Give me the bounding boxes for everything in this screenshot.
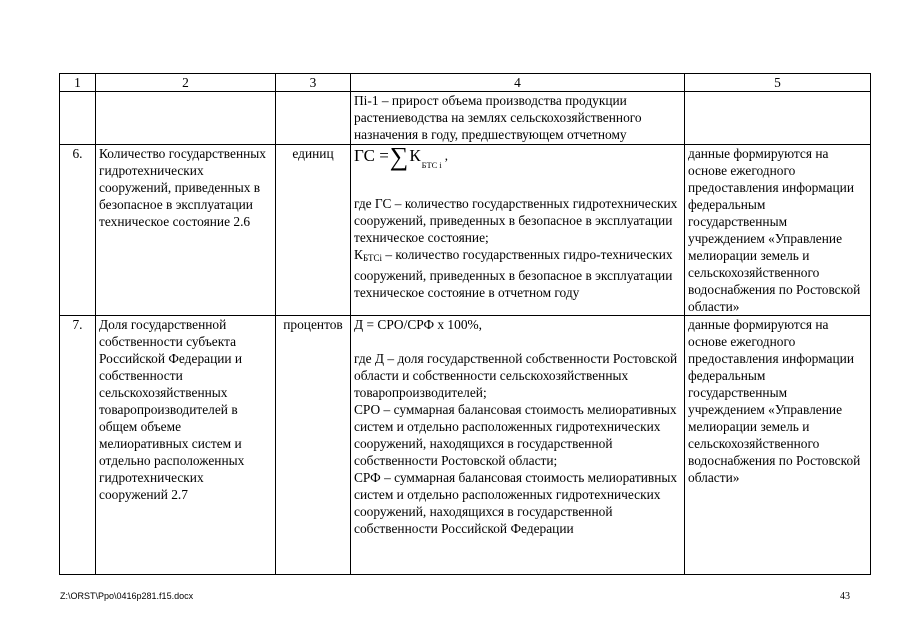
data-source: данные формируются на основе ежегодного предоставления информации федеральным государственным учреждением «Управление мелиорации земель и сельскохозяйственного водоснабжения по Ростовской области»: [685, 145, 871, 316]
header-row: [60, 74, 871, 92]
method-cell: [351, 316, 685, 575]
data-source: данные формируются на основе ежегодного предоставления информации федеральным государственным учреждением «Управление мелиорации земель и сельскохозяйственного водоснабжения по Ростовской области»: [685, 316, 871, 575]
formula-comma: ,: [444, 148, 449, 163]
indicator-name: Количество государственных гидротехнических сооружений, приведенных в безопасное в эксплуатации техническое состояние 2.6: [96, 145, 276, 316]
table-row-7: [60, 316, 871, 575]
row-number: 6.: [60, 145, 96, 316]
explanation-d: где Д – доля государственной собственности Ростовской области и собственности сельскохозяйственных товаропроизводителей;: [354, 351, 678, 400]
table-row-continuation: [60, 92, 871, 145]
file-path: Z:\ORST\Ppo\0416p281.f15.docx: [60, 591, 194, 601]
k-subscript: БТСi: [362, 253, 382, 263]
indicator-name: Доля государственной собственности субъекта Российской Федерации и собственности сельскохозяйственных товаропроизводителей в общем объеме мелиоративных систем и отдельно расположенных гидротехнических сооружений 2.7: [96, 316, 276, 575]
unit: процентов: [276, 316, 351, 575]
k-explanation: – количество государственных гидро-технических сооружений, приведенных в безопасное в эксплуатации техническое состояние в отчетном году: [354, 247, 673, 300]
explanation-k: [354, 246, 681, 301]
formula-gs: [354, 144, 681, 195]
formula-subscript: БТС i: [421, 160, 442, 170]
cell-empty: [276, 92, 351, 145]
explanation-gs: где ГС – количество государственных гидротехнических сооружений, приведенных в безопасное в эксплуатации техническое состояние;: [354, 196, 678, 245]
explanation-sro: СРО – суммарная балансовая стоимость мелиоративных систем и отдельно расположенных гидротехнических сооружений, находящихся в государственной собственности Ростовской области;: [354, 402, 677, 468]
header-col-4: 4: [351, 74, 685, 92]
explanation-srf: СРФ – суммарная балансовая стоимость мелиоративных систем и отдельно расположенных гидротехнических сооружений, находящихся в государственной собственности Российской Федерации: [354, 470, 678, 536]
indicator-table: [59, 73, 871, 575]
row-number: 7.: [60, 316, 96, 575]
cell-empty: [60, 92, 96, 145]
formula-lhs: ГС =: [354, 146, 389, 165]
formula-d: Д = СРО/СРФ x 100%,: [354, 317, 483, 332]
method-cell: [351, 145, 685, 316]
header-col-3: 3: [276, 74, 351, 92]
sum-symbol: ∑: [389, 144, 409, 171]
spacer: [354, 333, 681, 350]
page-number: 43: [840, 591, 850, 602]
k-symbol: К: [354, 247, 363, 262]
formula-k: К: [409, 146, 421, 165]
cell-empty: [96, 92, 276, 145]
header-col-1: 1: [60, 74, 96, 92]
unit: единиц: [276, 145, 351, 316]
cell-empty: [685, 92, 871, 145]
header-col-2: 2: [96, 74, 276, 92]
table-row-6: [60, 145, 871, 316]
header-col-5: 5: [685, 74, 871, 92]
continuation-text: Пi-1 – прирост объема производства продукции растениеводства на землях сельскохозяйственного назначения в году, предшествующем отчетному: [351, 92, 685, 145]
